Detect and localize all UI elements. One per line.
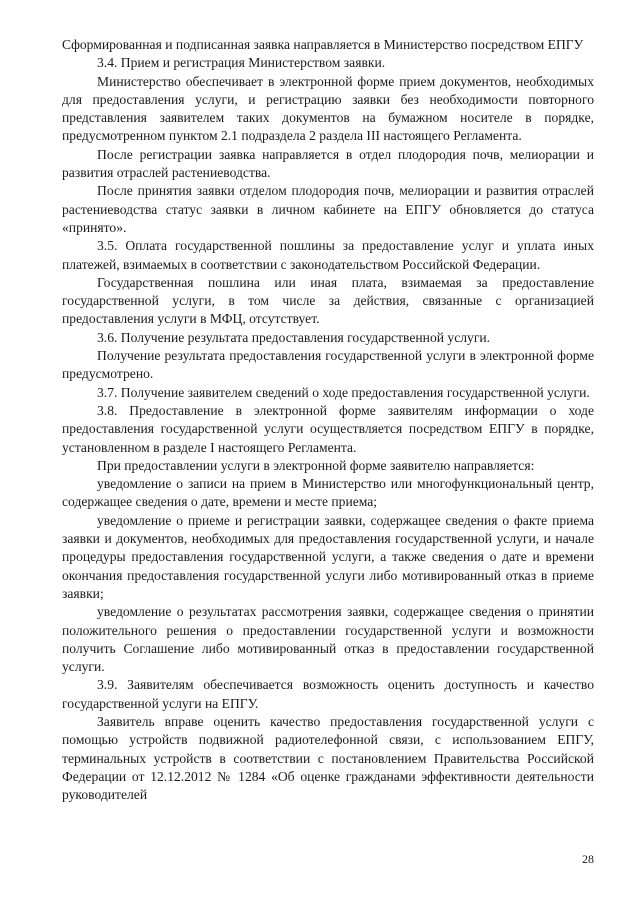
paragraph-notification-registration: уведомление о приеме и регистрации заявки, содержащее сведения о факте приема заявки и документов, необходимых для предоставления государственной услуги, и начале процедуры предоставления государственной услуги, а также сведения о дате и времени окончания предоставления государственной услуги либо мотивированный отказ в приеме заявки; xyxy=(62,512,594,601)
paragraph-section-3-4-heading: 3.4. Прием и регистрация Министерством заявки. xyxy=(97,55,386,71)
paragraph-notification-results: уведомление о результатах рассмотрения заявки, содержащее сведения о принятии положительного решения о предоставлении государственной услуги и возможности получить Соглашение либо мотивированный отказ в предоставлении государственной услуги. xyxy=(62,604,594,675)
paragraph-notification-appointment: уведомление о записи на прием в Министерство или многофункциональный центр, содержащее сведения о дате, времени и месте приема; xyxy=(62,476,594,510)
page-number: 28 xyxy=(582,852,594,866)
paragraph-notifications-intro: При предоставлении услуги в электронной форме заявителю направляется: xyxy=(97,457,535,473)
paragraph-section-3-8: 3.8. Предоставление в электронной форме заявителям информации о ходе предоставления государственной услуги осуществляется посредством ЕПГУ в порядке, установленном в разделе I настоящего Регламента. xyxy=(62,402,594,455)
paragraph-fee-absence: Государственная пошлина или иная плата, взимаемая за предоставление государственной услуги, в том числе за действия, связанные с организацией предоставления услуги в МФЦ, отсутствует. xyxy=(62,274,594,327)
paragraph-after-registration: После регистрации заявка направляется в отдел плодородия почв, мелиорации и развития отраслей растениеводства. xyxy=(62,146,594,181)
paragraph-section-3-6-heading: 3.6. Получение результата предоставления государственной услуги. xyxy=(97,329,491,345)
paragraph-status-update: После принятия заявки отделом плодородия почв, мелиорации и развития отраслей растениеводства статус заявки в личном кабинете на ЕПГУ обновляется до статуса «принято». xyxy=(62,183,594,235)
paragraph-section-3-7-heading: 3.7. Получение заявителем сведений о ходе предоставления государственной услуги. xyxy=(97,384,590,400)
paragraph-ministry-acceptance: Министерство обеспечивает в электронной форме прием документов, необходимых для предоставления услуги, и регистрацию заявки без необходимости повторного представления заявителем таких документов на бумажном носителе в порядке, предусмотренном пунктом 2.1 подраздела 2 раздела III настоящего Регламента. xyxy=(62,73,594,144)
paragraph-section-3-5-heading: 3.5. Оплата государственной пошлины за предоставление услуг и уплата иных платежей, взимаемых в соответствии с законодательством Российской Федерации. xyxy=(62,238,594,272)
paragraph-result-electronic: Получение результата предоставления государственной услуги в электронной форме предусмотрено. xyxy=(62,348,594,382)
paragraph-submission: Сформированная и подписанная заявка направляется в Министерство посредством ЕПГУ xyxy=(62,37,584,52)
paragraph-section-3-9: 3.9. Заявителям обеспечивается возможность оценить доступность и качество государственной услуги на ЕПГУ. xyxy=(62,677,594,711)
paragraph-quality-assessment: Заявитель вправе оценить качество предоставления государственной услуги с помощью устройств подвижной радиотелефонной связи, с использованием ЕПГУ, терминальных устройств в соответствии с постановлением Правительства Российской Федерации от 12.12.2012 № 1284 «Об оценке гражданами эффективности деятельности руководителей xyxy=(62,713,594,803)
document-page xyxy=(62,36,594,804)
